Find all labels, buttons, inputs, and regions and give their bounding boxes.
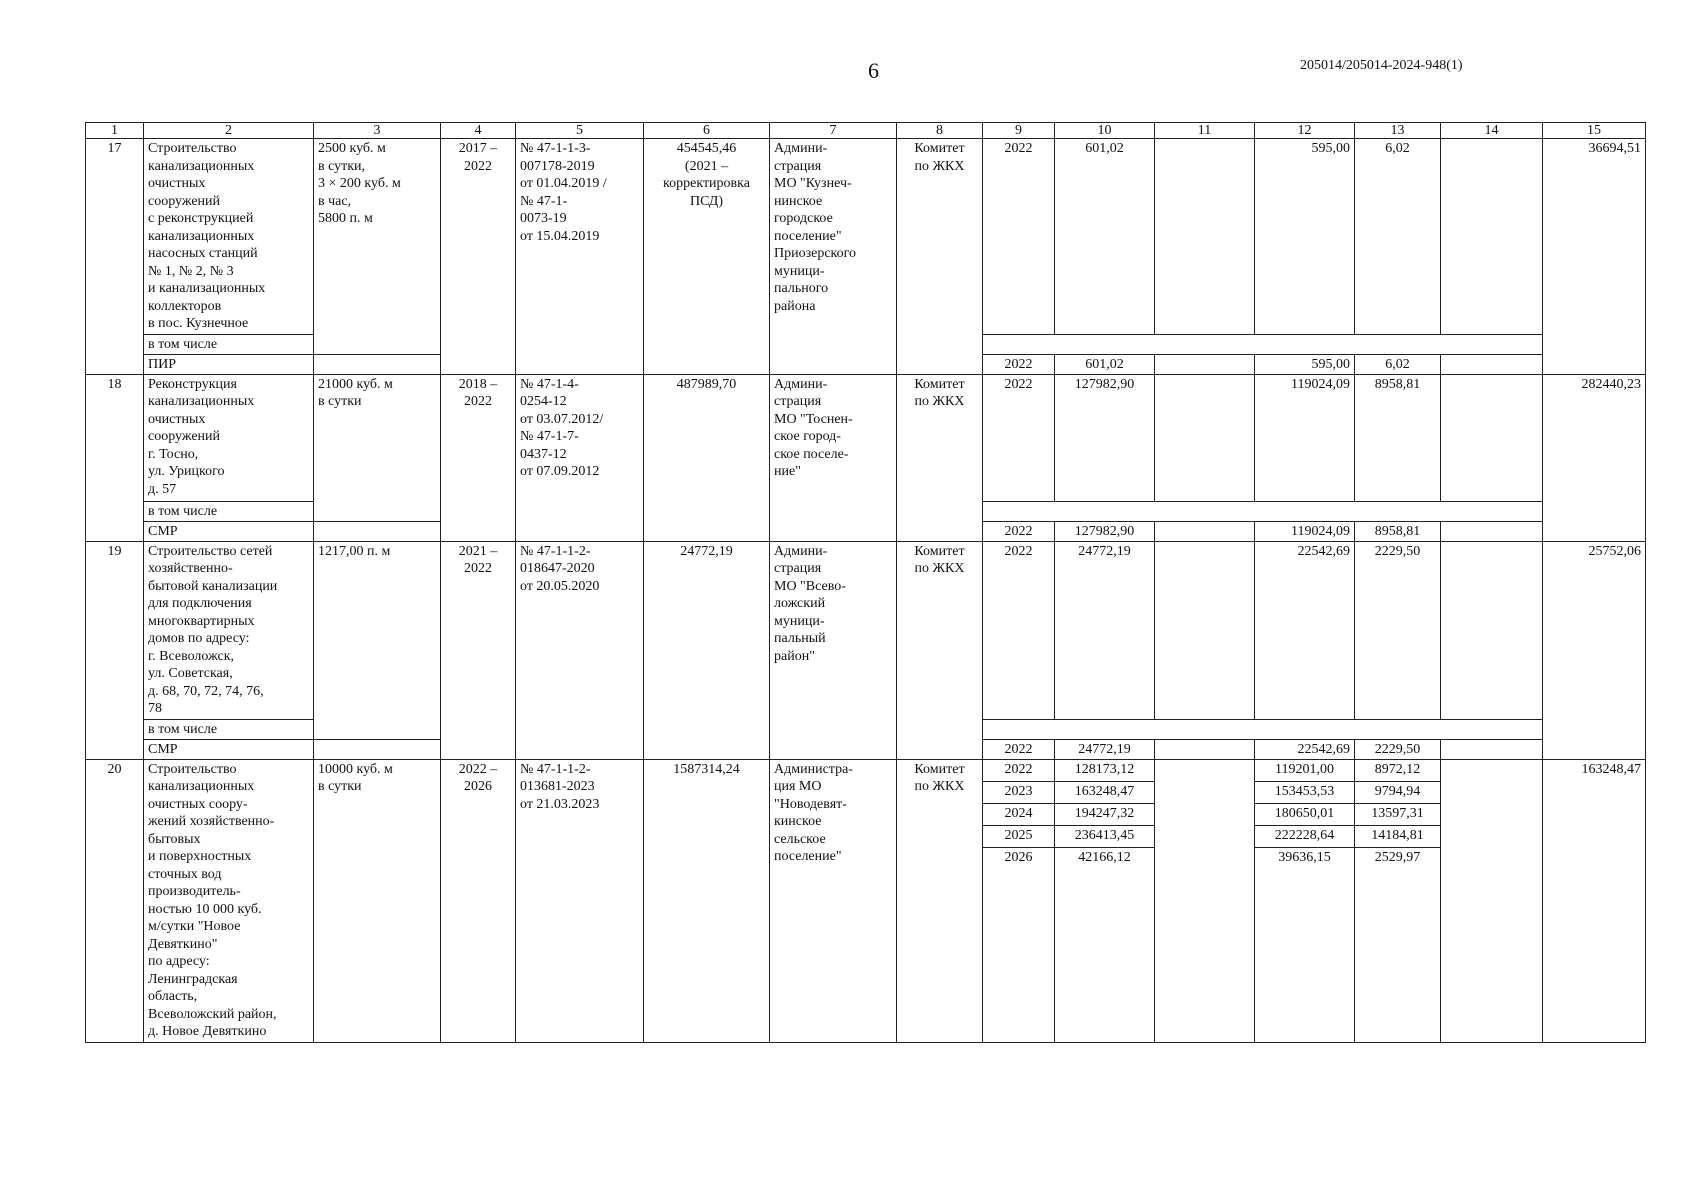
amount-federal bbox=[1155, 521, 1255, 541]
amount-regional: 119024,09 bbox=[1255, 521, 1355, 541]
estimated-cost: 1587314,24 bbox=[644, 759, 770, 1042]
year-cell: 2022 bbox=[983, 739, 1055, 759]
amount-local: 8958,81 bbox=[1355, 374, 1441, 501]
expertise: № 47-1-1-3- 007178-2019 от 01.04.2019 / № 47-1- 0073-19 от 15.04.2019 bbox=[516, 139, 644, 375]
column-header: 9 bbox=[983, 123, 1055, 139]
work-type-label: ПИР bbox=[144, 354, 314, 374]
amount-other bbox=[1441, 541, 1543, 719]
empty-band bbox=[983, 501, 1543, 521]
amount-regional: 153453,53 bbox=[1255, 781, 1355, 803]
period: 2021 – 2022 bbox=[441, 541, 516, 759]
period: 2018 – 2022 bbox=[441, 374, 516, 541]
program-table bbox=[85, 122, 1646, 1043]
responsible: Комитет по ЖКХ bbox=[897, 541, 983, 759]
amount-local: 9794,94 bbox=[1355, 781, 1441, 803]
amount-local: 6,02 bbox=[1355, 139, 1441, 335]
column-header: 12 bbox=[1255, 123, 1355, 139]
object-name: Строительство сетей хозяйственно- бытовой канализации для подключения многоквартирных домов по адресу: г. Всеволожск, ул. Советская, д. 68, 70, 72, 74, 76, 78 bbox=[144, 541, 314, 719]
estimated-cost: 487989,70 bbox=[644, 374, 770, 541]
customer: Админи- страция МО "Кузнеч- нинское городское поселение" Приозерского муници- пального района bbox=[770, 139, 897, 375]
customer: Админи- страция МО "Тоснен- ское город- ское поселе- ние" bbox=[770, 374, 897, 541]
amount-local: 6,02 bbox=[1355, 354, 1441, 374]
capacity: 1217,00 п. м bbox=[314, 541, 441, 739]
including-label: в том числе bbox=[144, 334, 314, 354]
column-number-row bbox=[86, 123, 1646, 139]
amount-federal bbox=[1155, 759, 1255, 1042]
amount-total: 601,02 bbox=[1055, 139, 1155, 335]
empty-cell bbox=[314, 521, 441, 541]
capacity: 10000 куб. м в сутки bbox=[314, 759, 441, 1042]
amount-total: 236413,45 bbox=[1055, 825, 1155, 847]
amount-regional: 22542,69 bbox=[1255, 739, 1355, 759]
column-header: 3 bbox=[314, 123, 441, 139]
year-cell: 2026 bbox=[983, 847, 1055, 1042]
amount-total: 194247,32 bbox=[1055, 803, 1155, 825]
amount-other bbox=[1441, 521, 1543, 541]
amount-local: 8972,12 bbox=[1355, 759, 1441, 781]
amount-regional: 22542,69 bbox=[1255, 541, 1355, 719]
column-header: 11 bbox=[1155, 123, 1255, 139]
object-name: Строительство канализационных очистных соору- жений хозяйственно- бытовых и поверхностных сточных вод производитель- ностью 10 000 куб. м/сутки "Новое Девяткино" по адресу: Ленинградская область, Всеволожский район, д. Новое Девяткино bbox=[144, 759, 314, 1042]
column-header: 7 bbox=[770, 123, 897, 139]
column-header: 5 bbox=[516, 123, 644, 139]
amount-regional: 119201,00 bbox=[1255, 759, 1355, 781]
amount-local: 2229,50 bbox=[1355, 739, 1441, 759]
document-code: 205014/205014-2024-948(1) bbox=[1300, 58, 1463, 73]
year-cell: 2022 bbox=[983, 374, 1055, 501]
period: 2022 – 2026 bbox=[441, 759, 516, 1042]
year-cell: 2022 bbox=[983, 139, 1055, 335]
estimated-cost: 454545,46 (2021 – корректировка ПСД) bbox=[644, 139, 770, 375]
amount-federal bbox=[1155, 374, 1255, 501]
column-header: 13 bbox=[1355, 123, 1441, 139]
including-label: в том числе bbox=[144, 501, 314, 521]
amount-total: 24772,19 bbox=[1055, 541, 1155, 719]
amount-total: 127982,90 bbox=[1055, 374, 1155, 501]
page-number: 6 bbox=[868, 58, 879, 83]
amount-total: 127982,90 bbox=[1055, 521, 1155, 541]
capacity: 21000 куб. м в сутки bbox=[314, 374, 441, 521]
column-header: 14 bbox=[1441, 123, 1543, 139]
empty-band bbox=[983, 334, 1543, 354]
amount-regional: 595,00 bbox=[1255, 354, 1355, 374]
table-row bbox=[86, 139, 1646, 335]
amount-other bbox=[1441, 739, 1543, 759]
amount-total: 24772,19 bbox=[1055, 739, 1155, 759]
customer: Администра- ция МО "Новодевят- кинское сельское поселение" bbox=[770, 759, 897, 1042]
year-cell: 2022 bbox=[983, 541, 1055, 719]
expertise: № 47-1-1-2- 018647-2020 от 20.05.2020 bbox=[516, 541, 644, 759]
row-number: 17 bbox=[86, 139, 144, 375]
row-number: 19 bbox=[86, 541, 144, 759]
amount-federal bbox=[1155, 739, 1255, 759]
column-header: 6 bbox=[644, 123, 770, 139]
amount-federal bbox=[1155, 139, 1255, 335]
amount-total: 163248,47 bbox=[1055, 781, 1155, 803]
amount-total: 128173,12 bbox=[1055, 759, 1155, 781]
column-header: 1 bbox=[86, 123, 144, 139]
object-name: Строительство канализационных очистных сооружений с реконструкцией канализационных насосных станций № 1, № 2, № 3 и канализационных коллекторов в пос. Кузнечное bbox=[144, 139, 314, 335]
year-cell: 2022 bbox=[983, 521, 1055, 541]
amount-other bbox=[1441, 139, 1543, 335]
year-cell: 2022 bbox=[983, 759, 1055, 781]
column-header: 8 bbox=[897, 123, 983, 139]
table-row bbox=[86, 374, 1646, 501]
year-cell: 2022 bbox=[983, 354, 1055, 374]
capacity: 2500 куб. м в сутки, 3 × 200 куб. м в час, 5800 п. м bbox=[314, 139, 441, 355]
year-cell: 2025 bbox=[983, 825, 1055, 847]
empty-band bbox=[983, 719, 1543, 739]
year-cell: 2024 bbox=[983, 803, 1055, 825]
total-value: 36694,51 bbox=[1543, 139, 1646, 375]
work-type-label: СМР bbox=[144, 521, 314, 541]
amount-local: 2529,97 bbox=[1355, 847, 1441, 1042]
amount-total: 42166,12 bbox=[1055, 847, 1155, 1042]
expertise: № 47-1-4- 0254-12 от 03.07.2012/ № 47-1-7- 0437-12 от 07.09.2012 bbox=[516, 374, 644, 541]
amount-regional: 595,00 bbox=[1255, 139, 1355, 335]
amount-local: 13597,31 bbox=[1355, 803, 1441, 825]
estimated-cost: 24772,19 bbox=[644, 541, 770, 759]
amount-other bbox=[1441, 354, 1543, 374]
amount-local: 14184,81 bbox=[1355, 825, 1441, 847]
work-type-label: СМР bbox=[144, 739, 314, 759]
responsible: Комитет по ЖКХ bbox=[897, 374, 983, 541]
amount-total: 601,02 bbox=[1055, 354, 1155, 374]
table-row bbox=[86, 759, 1646, 781]
year-cell: 2023 bbox=[983, 781, 1055, 803]
amount-regional: 180650,01 bbox=[1255, 803, 1355, 825]
amount-other bbox=[1441, 374, 1543, 501]
empty-cell bbox=[314, 354, 441, 374]
amount-federal bbox=[1155, 354, 1255, 374]
responsible: Комитет по ЖКХ bbox=[897, 139, 983, 375]
total-value: 25752,06 bbox=[1543, 541, 1646, 759]
amount-regional: 222228,64 bbox=[1255, 825, 1355, 847]
row-number: 20 bbox=[86, 759, 144, 1042]
column-header: 4 bbox=[441, 123, 516, 139]
column-header: 10 bbox=[1055, 123, 1155, 139]
amount-regional: 39636,15 bbox=[1255, 847, 1355, 1042]
amount-federal bbox=[1155, 541, 1255, 719]
table-row bbox=[86, 541, 1646, 719]
total-value: 163248,47 bbox=[1543, 759, 1646, 1042]
including-label: в том числе bbox=[144, 719, 314, 739]
amount-other bbox=[1441, 759, 1543, 1042]
responsible: Комитет по ЖКХ bbox=[897, 759, 983, 1042]
amount-local: 8958,81 bbox=[1355, 521, 1441, 541]
total-value: 282440,23 bbox=[1543, 374, 1646, 541]
amount-regional: 119024,09 bbox=[1255, 374, 1355, 501]
period: 2017 – 2022 bbox=[441, 139, 516, 375]
empty-cell bbox=[314, 739, 441, 759]
row-number: 18 bbox=[86, 374, 144, 541]
amount-local: 2229,50 bbox=[1355, 541, 1441, 719]
object-name: Реконструкция канализационных очистных сооружений г. Тосно, ул. Урицкого д. 57 bbox=[144, 374, 314, 501]
customer: Админи- страция МО "Всево- ложский муници- пальный район" bbox=[770, 541, 897, 759]
expertise: № 47-1-1-2- 013681-2023 от 21.03.2023 bbox=[516, 759, 644, 1042]
column-header: 15 bbox=[1543, 123, 1646, 139]
column-header: 2 bbox=[144, 123, 314, 139]
